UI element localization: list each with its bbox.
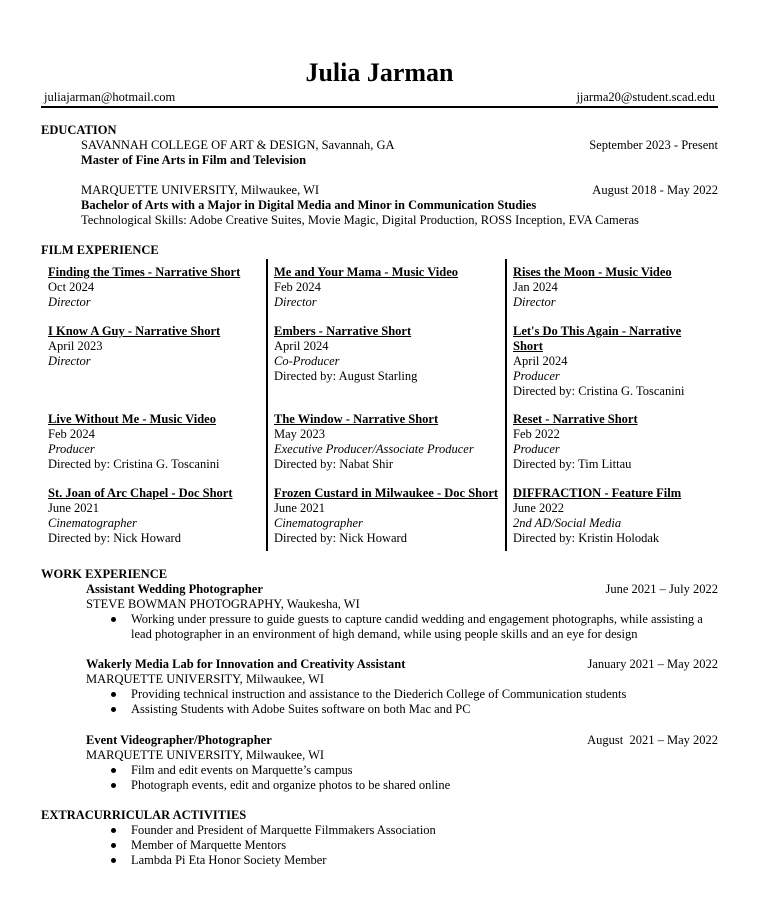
film-role: Director xyxy=(48,295,91,309)
film-heading: FILM EXPERIENCE xyxy=(41,243,159,257)
email-right[interactable]: jjarma20@student.scad.edu xyxy=(576,90,715,104)
film-date: Feb 2022 xyxy=(513,427,560,441)
header-divider xyxy=(41,106,718,108)
edu-skills: Technological Skills: Adobe Creative Suites, Movie Magic, Digital Production, ROSS Inception, EVA Cameras xyxy=(81,213,639,227)
bullet-icon xyxy=(111,617,116,622)
extracurricular-heading: EXTRACURRICULAR ACTIVITIES xyxy=(41,808,247,822)
film-director: Directed by: Nick Howard xyxy=(274,531,407,545)
film-title: Live Without Me - Music Video xyxy=(48,412,216,426)
edu-school-1: SAVANNAH COLLEGE OF ART & DESIGN, Savannah, GA xyxy=(81,138,395,152)
film-role: Director xyxy=(274,295,317,309)
film-date: April 2023 xyxy=(48,339,103,353)
film-role: Producer xyxy=(513,442,560,456)
job-dates: January 2021 – May 2022 xyxy=(587,657,718,671)
job-dates: August 2021 – May 2022 xyxy=(587,733,718,747)
edu-school-2: MARQUETTE UNIVERSITY, Milwaukee, WI xyxy=(81,183,320,197)
email-left[interactable]: juliajarman@hotmail.com xyxy=(44,90,176,104)
job-title: Assistant Wedding Photographer xyxy=(86,582,263,596)
film-director: Directed by: Cristina G. Toscanini xyxy=(48,457,220,471)
film-date: Oct 2024 xyxy=(48,280,95,294)
work-heading: WORK EXPERIENCE xyxy=(41,567,168,581)
film-title: Let's Do This Again - Narrative xyxy=(513,324,682,338)
film-role: Producer xyxy=(513,369,560,383)
job-org: MARQUETTE UNIVERSITY, Milwaukee, WI xyxy=(86,672,325,686)
film-column-divider-2 xyxy=(505,259,507,551)
job-org: STEVE BOWMAN PHOTOGRAPHY, Waukesha, WI xyxy=(86,597,360,611)
film-date: Feb 2024 xyxy=(48,427,95,441)
film-date: Feb 2024 xyxy=(274,280,321,294)
film-role: Cinematographer xyxy=(48,516,137,530)
film-date: June 2022 xyxy=(513,501,565,515)
film-director: Directed by: Nabat Shir xyxy=(274,457,394,471)
film-title: Reset - Narrative Short xyxy=(513,412,638,426)
film-date: June 2021 xyxy=(274,501,326,515)
job-title: Event Videographer/Photographer xyxy=(86,733,272,747)
film-role: Director xyxy=(48,354,91,368)
film-role: 2nd AD/Social Media xyxy=(513,516,622,530)
education-heading: EDUCATION xyxy=(41,123,117,137)
job-org: MARQUETTE UNIVERSITY, Milwaukee, WI xyxy=(86,748,325,762)
film-title: The Window - Narrative Short xyxy=(274,412,439,426)
film-date: April 2024 xyxy=(513,354,568,368)
activity-item: Founder and President of Marquette Filmmakers Association xyxy=(131,823,436,837)
film-role: Executive Producer/Associate Producer xyxy=(274,442,474,456)
film-director: Directed by: August Starling xyxy=(274,369,418,383)
film-director: Directed by: Kristin Holodak xyxy=(513,531,660,545)
film-title: DIFFRACTION - Feature Film xyxy=(513,486,682,500)
film-title: Finding the Times - Narrative Short xyxy=(48,265,241,279)
bullet-icon xyxy=(111,843,116,848)
film-date: June 2021 xyxy=(48,501,100,515)
bullet-icon xyxy=(111,768,116,773)
film-date: May 2023 xyxy=(274,427,326,441)
film-date: April 2024 xyxy=(274,339,329,353)
film-title: Embers - Narrative Short xyxy=(274,324,412,338)
film-role: Director xyxy=(513,295,556,309)
edu-degree-2: Bachelor of Arts with a Major in Digital Media and Minor in Communication Studies xyxy=(81,198,537,212)
film-title-continued: Short xyxy=(513,339,543,353)
film-title: Rises the Moon - Music Video xyxy=(513,265,672,279)
resume-name: Julia Jarman xyxy=(305,58,454,87)
bullet-icon xyxy=(111,692,116,697)
film-column-divider-1 xyxy=(266,259,268,551)
film-director: Directed by: Cristina G. Toscanini xyxy=(513,384,685,398)
film-role: Producer xyxy=(48,442,95,456)
film-title: Me and Your Mama - Music Video xyxy=(274,265,459,279)
film-director: Directed by: Tim Littau xyxy=(513,457,632,471)
bullet-icon xyxy=(111,783,116,788)
activity-item: Lambda Pi Eta Honor Society Member xyxy=(131,853,327,867)
film-role: Co-Producer xyxy=(274,354,340,368)
film-title: Frozen Custard in Milwaukee - Doc Short xyxy=(274,486,499,500)
edu-degree-1: Master of Fine Arts in Film and Television xyxy=(81,153,307,167)
film-director: Directed by: Nick Howard xyxy=(48,531,181,545)
job-bullet: Working under pressure to guide guests to capture candid wedding and engagement photographs, while assisting a lead photographer in an environment of high demand, while using people skills and an eye for design xyxy=(131,612,703,641)
job-title: Wakerly Media Lab for Innovation and Creativity Assistant xyxy=(86,657,406,671)
job-bullet: Film and edit events on Marquette’s campus xyxy=(131,763,353,777)
film-date: Jan 2024 xyxy=(513,280,558,294)
bullet-icon xyxy=(111,858,116,863)
job-bullet: Photograph events, edit and organize photos to be shared online xyxy=(131,778,451,792)
job-dates: June 2021 – July 2022 xyxy=(605,582,718,596)
activity-item: Member of Marquette Mentors xyxy=(131,838,287,852)
job-bullet: Providing technical instruction and assistance to the Diederich College of Communication students xyxy=(131,687,627,701)
film-title: I Know A Guy - Narrative Short xyxy=(48,324,221,338)
film-title: St. Joan of Arc Chapel - Doc Short xyxy=(48,486,233,500)
job-bullet: Assisting Students with Adobe Suites software on both Mac and PC xyxy=(131,702,471,716)
bullet-icon xyxy=(111,707,116,712)
edu-dates-1: September 2023 - Present xyxy=(589,138,718,152)
bullet-icon xyxy=(111,828,116,833)
edu-dates-2: August 2018 - May 2022 xyxy=(592,183,718,197)
film-role: Cinematographer xyxy=(274,516,363,530)
